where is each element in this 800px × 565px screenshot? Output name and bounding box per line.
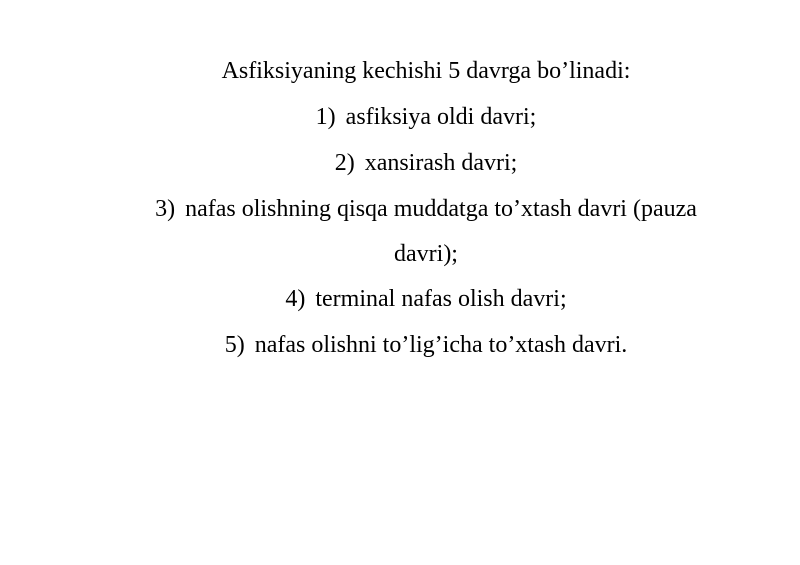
list-item-number: 5) <box>224 332 245 358</box>
list-item-text: nafas olishni to’lig’icha to’xtash davri. <box>254 332 628 358</box>
list-item-text: nafas olishning qisqa muddatga to’xtash davri (pauza <box>185 196 697 222</box>
list-item-number: 2) <box>334 150 355 176</box>
list-heading: Asfiksiyaning kechishi 5 davrga bo’linadi: <box>221 58 631 84</box>
list-item-text: xansirash davri; <box>364 150 518 176</box>
list-item <box>0 195 800 223</box>
list-item-text: terminal nafas olish davri; <box>315 286 567 312</box>
list-item-number: 1) <box>315 104 336 130</box>
list-item <box>0 285 800 313</box>
list-item <box>0 331 800 359</box>
list-item <box>0 149 800 177</box>
list-item-number: 3) <box>155 196 176 222</box>
list-item-continuation: davri); <box>394 241 458 267</box>
list-item <box>0 103 800 131</box>
list-item-text: asfiksiya oldi davri; <box>345 104 537 130</box>
list-item-number: 4) <box>285 286 306 312</box>
